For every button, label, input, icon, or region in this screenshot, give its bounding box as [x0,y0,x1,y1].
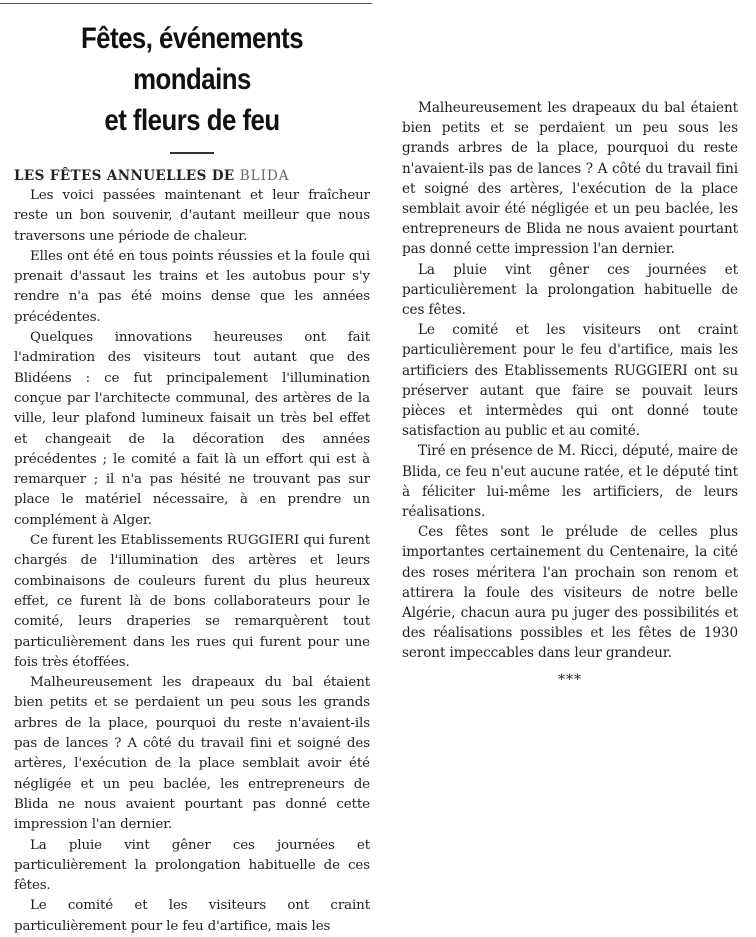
paragraph: Ce furent les Etablissements RUGGIERI qui furent chargés de l'illumination des artères et leurs combinaisons de couleurs furent du plus heureux effet, ce furent là de bons collaborateurs pour le comité, leurs draperies se remarquèrent tout particulièrement dans les rues qui furent pour une fois très étoffées. [14,533,370,670]
top-rule [0,3,372,4]
paragraph: Malheureusement les drapeaux du bal étaient bien petits et se perdaient un peu sous les grands arbres de la place, pourquoi du reste n'avaient-ils pas de lances ? A côté du travail fini et soigné des artères, l'exécution de la place semblait avoir été négligée et un peu baclée, les entrepreneurs de Blida ne nous avaient pourtant pas donné cette impression l'an dernier. [14,675,370,833]
paragraph: Malheureusement les drapeaux du bal étaient bien petits et se perdaient un peu sous les grands arbres de la place, pourquoi du reste n'avaient-ils pas de lances ? A côté du travail fini et soigné des artères, l'exécution de la place semblait avoir été négligée et un peu baclée, les entrepreneurs de Blida ne nous avaient pourtant pas donné cette impression l'an dernier. [402,100,738,258]
right-column [402,98,738,688]
paragraph: La pluie vint gêner ces journées et particulièrement la prolongation habituelle de ces fêtes. [402,261,738,319]
headline-divider [170,152,214,154]
paragraph: Tiré en présence de M. Ricci, député, maire de Blida, ce feu n'eut aucune ratée, et le député tint à féliciter lui-même les artificiers, de leurs réalisations. [402,443,738,521]
paragraph: Le comité et les visiteurs ont craint particulièrement pour le feu d'artifice, mais les [14,898,370,934]
paragraph: Les voici passées maintenant et leur fraîcheur reste un bon souvenir, d'autant meilleur que nous traversons une période de chaleur. [14,188,370,244]
paragraph: La pluie vint gêner ces journées et particulièrement la prolongation habituelle de ces fêtes. [14,837,370,894]
left-column [14,18,370,937]
paragraph: Quelques innovations heureuses ont fait l'admiration des visiteurs tout autant que des Blidéens : ce fut principalement l'illumination conçue par l'architecte communal, des artères de la ville, leur plafond lumineux faisait un très bel effet et changeait de la décoration des années précédentes ; le comité a fait là un effort qui est à remarquer ; il n'a pas hésité ne trouvant pas sur place le matériel nécessaire, à en prendre un complément à Alger. [14,330,370,528]
headline-line-1: Fêtes, événements mondains [80,22,304,96]
headline-line-2: et fleurs de feu [104,104,280,137]
section-title-place: BLIDA [239,168,290,184]
asterism-separator: *** [558,671,582,688]
paragraph: Elles ont été en tous points réussies et la foule qui prenait d'assaut les trains et les autobus pour s'y rendre n'a pas été moins dense que les années précédentes. [14,248,370,325]
article-headline [39,18,345,141]
paragraph: Ces fêtes sont le prélude de celles plus importantes certainement du Centenaire, la cité des roses méritera l'an prochain son renom et attirera la foule des visiteurs de notre belle Algérie, chacun aura pu juger des possibilités et des réalisations possibles et les fêtes de 1930 seront impeccables dans leur grandeur. [402,524,738,662]
section-title [14,166,370,186]
section-title-text: LES FÊTES ANNUELLES DE [14,168,235,184]
paragraph: Le comité et les visiteurs ont craint particulièrement pour le feu d'artifice, mais les artificiers des Etablissements RUGGIERI ont su préserver autant que faire se pouvait leurs pièces et intermèdes qui ont donné toute satisfaction au public et au comité. [402,322,738,440]
